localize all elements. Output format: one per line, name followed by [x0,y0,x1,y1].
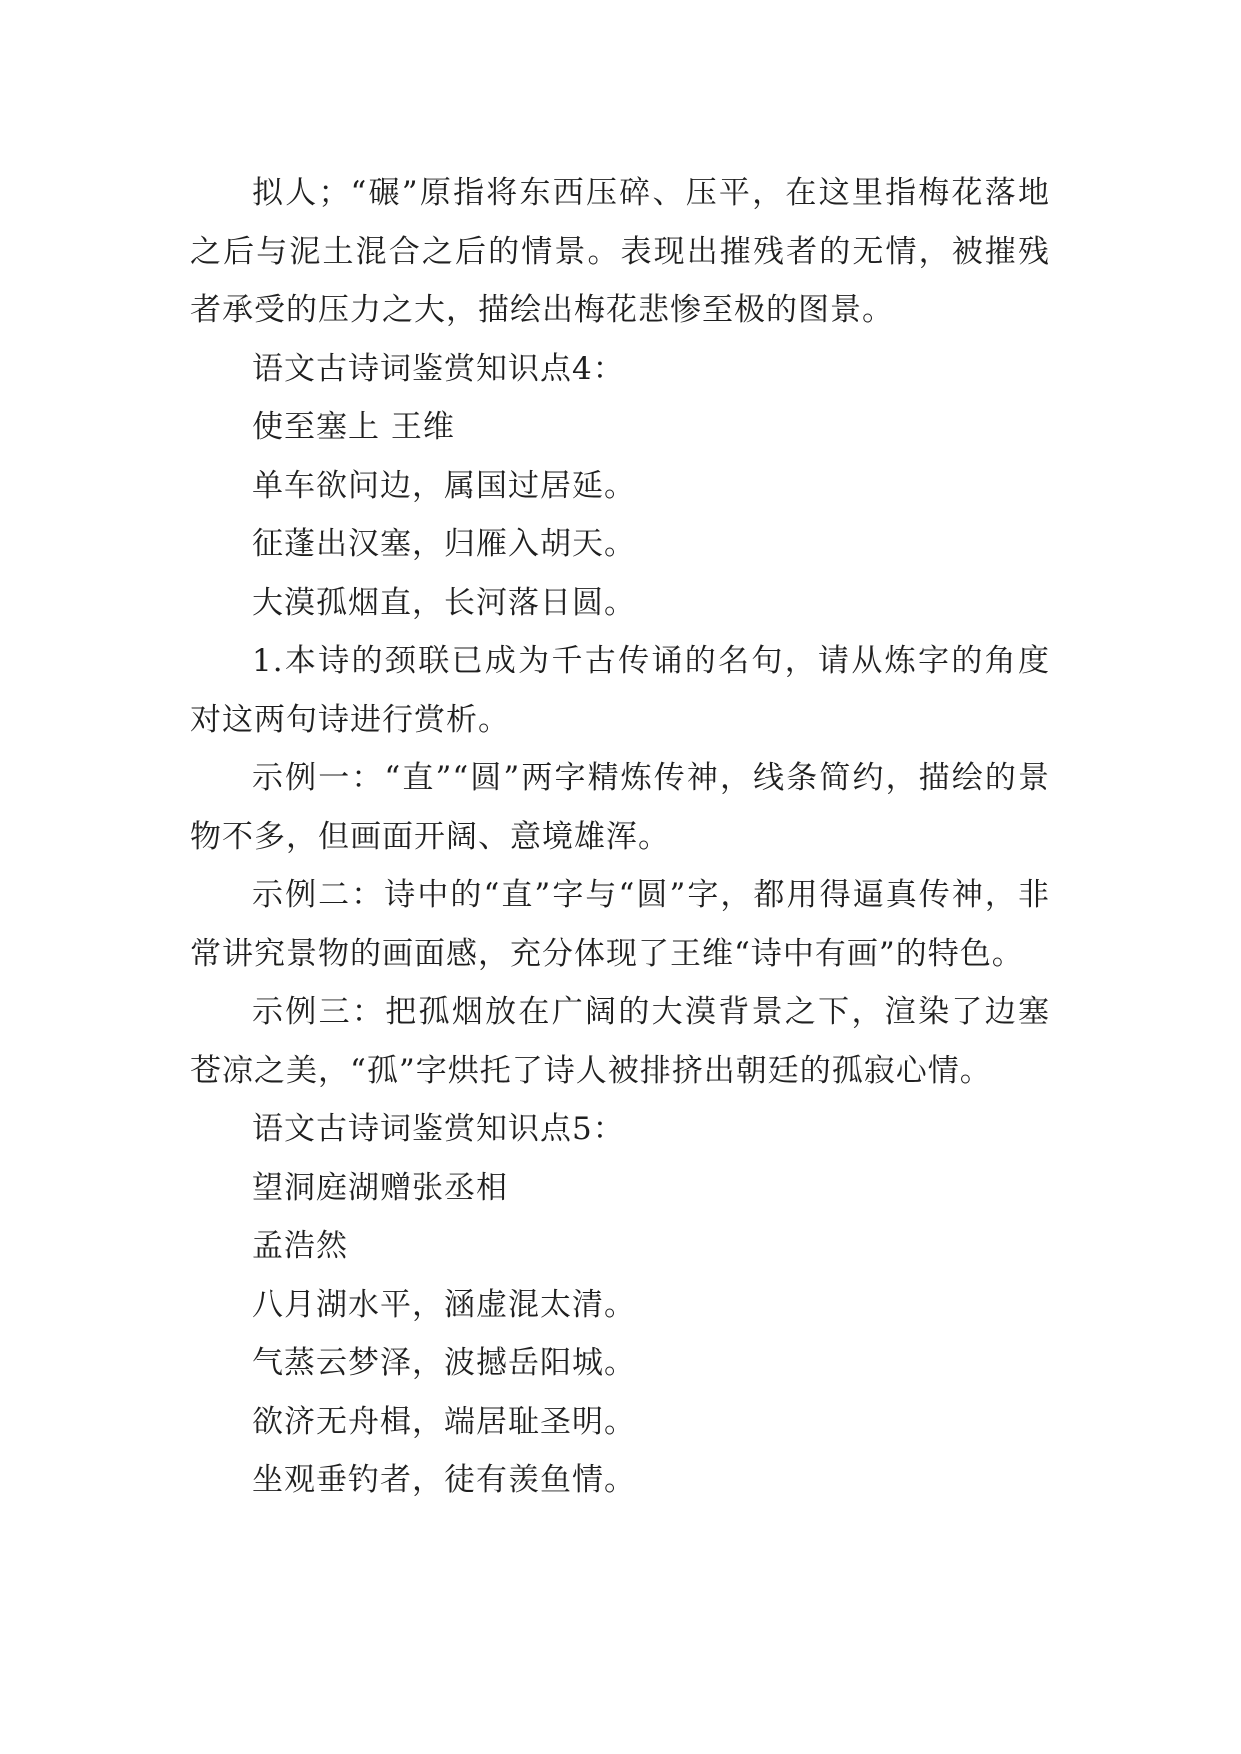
question-1: 1.本诗的颈联已成为千古传诵的名句，请从炼字的角度对这两句诗进行赏析。 [190,643,1050,738]
poem-line: 欲济无舟楫，端居耻圣明。 [252,1403,636,1440]
paragraph-personification-analysis: 拟人；“碾”原指将东西压碎、压平，在这里指梅花落地之后与泥土混合之后的情景。表现出摧残者的无情，被摧残者承受的压力之大，描绘出梅花悲惨至极的图景。 [190,175,1050,328]
poem-author: 孟浩然 [252,1228,348,1264]
poem-line: 坐观垂钓者，徒有羡鱼情。 [252,1462,636,1498]
section-heading-4: 语文古诗词鉴赏知识点4： [252,350,625,387]
poem-title-author: 使至塞上 王维 [252,409,455,445]
poem-line: 征蓬出汉塞，归雁入胡天。 [252,526,636,562]
poem-line: 气蒸云梦泽，波撼岳阳城。 [252,1345,636,1381]
poem-title: 望洞庭湖赠张丞相 [252,1169,508,1206]
section-heading-5: 语文古诗词鉴赏知识点5： [252,1111,625,1147]
poem-line: 八月湖水平，涵虚混太清。 [252,1286,636,1323]
document-body [190,164,1050,1510]
example-answer-1: 示例一：“直”“圆”两字精炼传神，线条简约，描绘的景物不多，但画面开阔、意境雄浑。 [190,760,1050,855]
example-answer-2: 示例二：诗中的“直”字与“圆”字，都用得逼真传神，非常讲究景物的画面感，充分体现了王维“诗中有画”的特色。 [190,877,1050,972]
poem-line: 大漠孤烟直，长河落日圆。 [252,584,636,621]
example-answer-3: 示例三：把孤烟放在广阔的大漠背景之下，渲染了边塞苍凉之美，“孤”字烘托了诗人被排挤出朝廷的孤寂心情。 [190,994,1050,1089]
poem-line: 单车欲问边，属国过居延。 [252,467,636,504]
